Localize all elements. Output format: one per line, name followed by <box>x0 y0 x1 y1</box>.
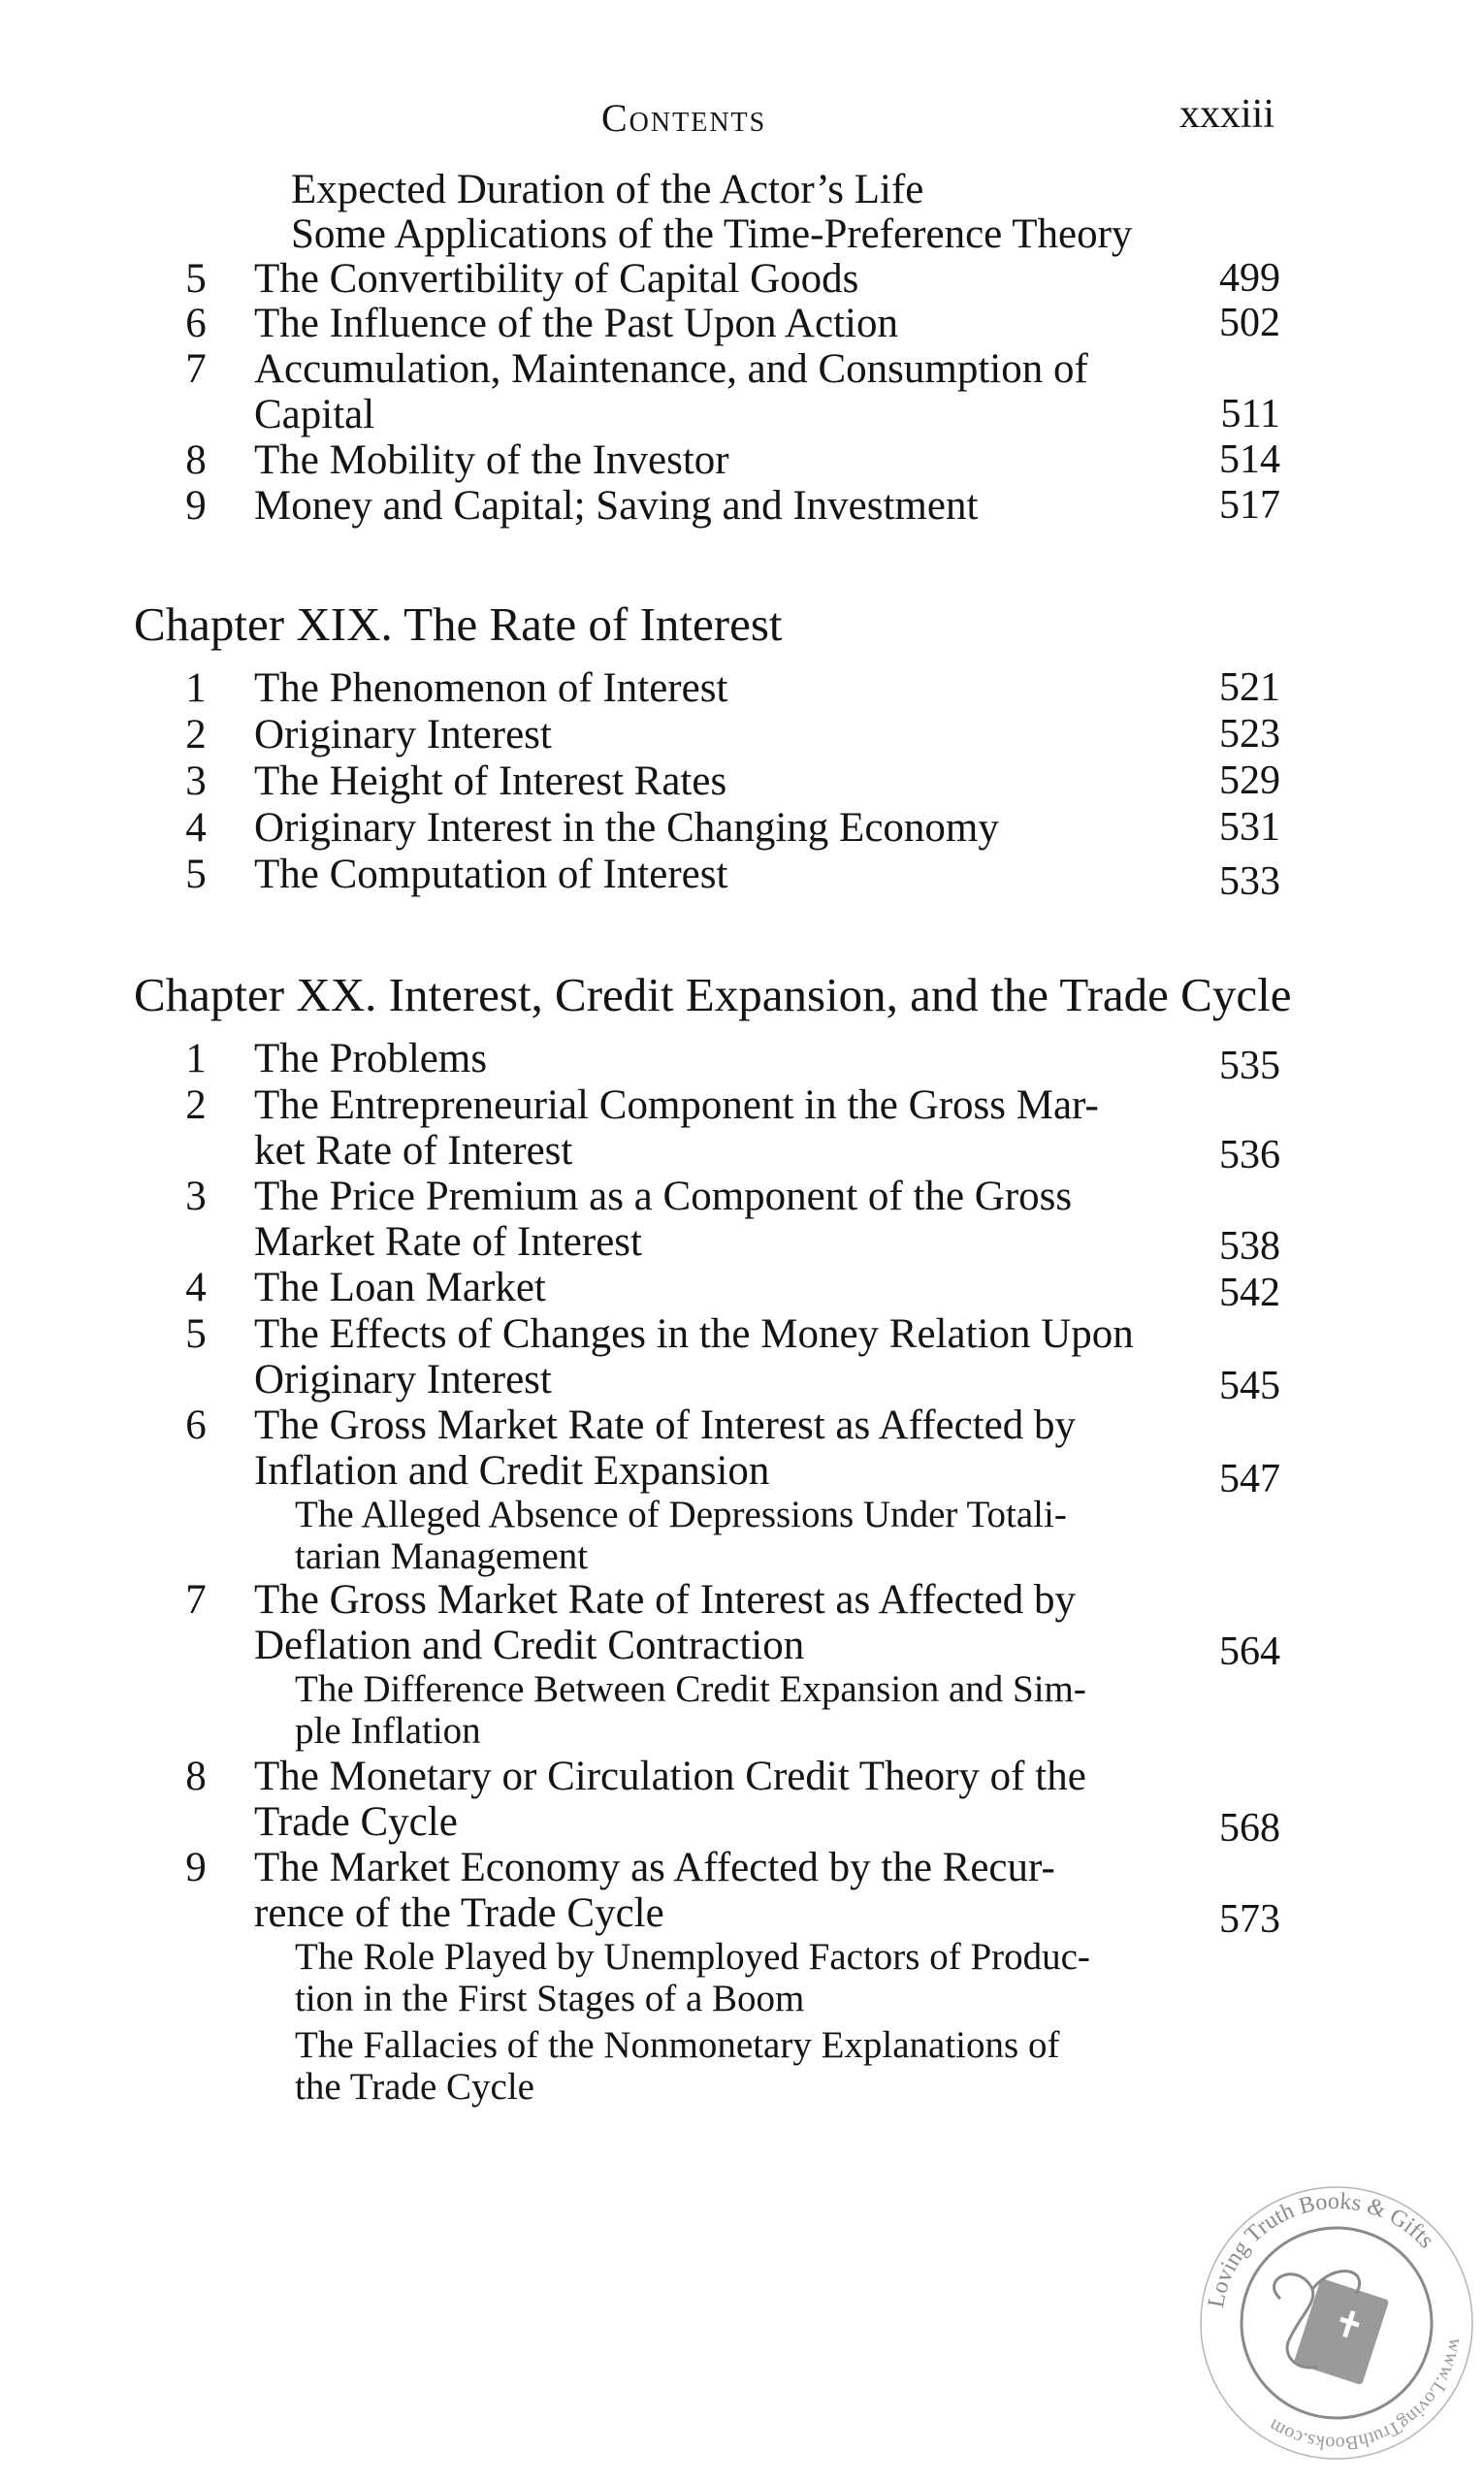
section-title: The Convertibility of Capital Goods <box>254 256 859 302</box>
section-title-cont: Trade Cycle <box>254 1799 458 1845</box>
toc-entry-20-1 <box>0 1036 1484 1088</box>
section-title: The Problems <box>254 1036 488 1081</box>
gift-bible-icon <box>1274 2271 1390 2385</box>
page-number: 514 <box>1219 437 1280 482</box>
toc-subheading: Expected Duration of the Actor’s Life <box>291 167 924 212</box>
toc-entry-19-5 <box>0 852 1484 904</box>
section-title: The Loan Market <box>254 1265 546 1310</box>
toc-subheading-cont: the Trade Cycle <box>295 2066 534 2108</box>
page-number: 568 <box>1219 1806 1280 1851</box>
page-number: 573 <box>1219 1897 1280 1942</box>
page-number: 547 <box>1219 1457 1280 1501</box>
section-title: The Market Economy as Affected by the Recur- <box>254 1845 1055 1890</box>
section-number: 4 <box>185 1265 207 1310</box>
section-number: 7 <box>185 346 207 392</box>
section-title: The Monetary or Circulation Credit Theory of the <box>254 1754 1086 1799</box>
section-title-cont: rence of the Trade Cycle <box>254 1890 664 1936</box>
section-title: The Phenomenon of Interest <box>254 665 728 711</box>
page-folio: xxxiii <box>1179 92 1275 137</box>
section-number: 1 <box>185 1036 207 1081</box>
section-number: 8 <box>185 1754 207 1799</box>
section-number: 6 <box>185 301 207 346</box>
running-head-title: Contents <box>601 96 767 140</box>
page-number: 538 <box>1219 1224 1280 1269</box>
page-number: 545 <box>1219 1364 1280 1408</box>
page-number: 511 <box>1220 392 1280 436</box>
toc-entry-19-3 <box>0 758 1484 804</box>
section-title: The Height of Interest Rates <box>254 758 727 804</box>
section-title-cont: Capital <box>254 392 375 437</box>
section-title: Accumulation, Maintenance, and Consumption of <box>254 346 1088 392</box>
section-number: 3 <box>185 758 207 804</box>
section-number: 5 <box>185 1311 207 1357</box>
chapter-heading-xix: Chapter XIX. The Rate of Interest <box>134 597 783 651</box>
bookseller-stamp-watermark <box>1191 2173 1482 2473</box>
section-number: 4 <box>185 805 207 851</box>
section-title-cont: Inflation and Credit Expansion <box>254 1448 770 1494</box>
toc-entry-8 <box>0 437 1484 483</box>
page-number: 536 <box>1219 1133 1280 1177</box>
toc-subheading: The Role Played by Unemployed Factors of Produc- <box>295 1936 1090 1978</box>
toc-subheading-cont: tion in the First Stages of a Boom <box>295 1978 805 2019</box>
section-title: The Effects of Changes in the Money Relation Upon <box>254 1311 1134 1357</box>
section-title: The Gross Market Rate of Interest as Affected by <box>254 1577 1076 1623</box>
chapter-heading-xx: Chapter XX. Interest, Credit Expansion, and the Trade Cycle <box>134 968 1292 1021</box>
section-title-cont: Market Rate of Interest <box>254 1219 642 1265</box>
section-number: 8 <box>185 437 207 483</box>
section-title: Originary Interest in the Changing Economy <box>254 805 999 851</box>
toc-entry-7 <box>0 346 1484 437</box>
section-title-cont: Originary Interest <box>254 1357 552 1403</box>
toc-entry-9 <box>0 483 1484 529</box>
page-number: 502 <box>1219 301 1280 345</box>
toc-subheading: The Alleged Absence of Depressions Under Totali- <box>295 1494 1067 1535</box>
page-number: 499 <box>1219 256 1280 301</box>
section-number: 5 <box>185 256 207 302</box>
section-number: 6 <box>185 1403 207 1448</box>
section-number: 7 <box>185 1577 207 1623</box>
page-number: 529 <box>1219 758 1280 803</box>
toc-entry-19-4 <box>0 805 1484 851</box>
section-title: The Price Premium as a Component of the Gross <box>254 1174 1073 1219</box>
toc-entry-20-5 <box>0 1311 1484 1408</box>
toc-subheading-cont: ple Inflation <box>295 1710 481 1752</box>
section-title-cont: Deflation and Credit Contraction <box>254 1623 805 1668</box>
page-number: 542 <box>1219 1271 1280 1315</box>
section-title-cont: ket Rate of Interest <box>254 1128 573 1174</box>
toc-entry-19-2 <box>0 712 1484 758</box>
toc-entry-19-1 <box>0 665 1484 711</box>
section-title: The Computation of Interest <box>254 852 728 897</box>
section-title: The Influence of the Past Upon Action <box>254 301 898 346</box>
toc-entry-20-3 <box>0 1174 1484 1269</box>
toc-subheading-cont: tarian Management <box>295 1535 589 1577</box>
toc-subheading: The Fallacies of the Nonmonetary Explanations of <box>295 2024 1060 2066</box>
toc-entry-20-6 <box>0 1403 1484 1501</box>
page-number: 535 <box>1219 1044 1280 1088</box>
section-number: 2 <box>185 712 207 758</box>
stamp-ring-text: Loving Truth Books & Gifts <box>1204 2188 1439 2310</box>
section-number: 2 <box>185 1082 207 1128</box>
toc-entry-20-9 <box>0 1845 1484 1942</box>
section-number: 1 <box>185 665 207 711</box>
section-title: Money and Capital; Saving and Investment <box>254 483 979 529</box>
toc-subheading: The Difference Between Credit Expansion and Sim- <box>295 1668 1086 1710</box>
page-number: 533 <box>1219 859 1280 904</box>
page-number: 523 <box>1219 712 1280 757</box>
section-title: The Entrepreneurial Component in the Gross Mar- <box>254 1082 1099 1128</box>
page-number: 517 <box>1219 483 1280 528</box>
section-title: The Mobility of the Investor <box>254 437 729 483</box>
section-number: 5 <box>185 852 207 897</box>
toc-entry-20-4 <box>0 1265 1484 1315</box>
toc-entry-20-8 <box>0 1754 1484 1851</box>
running-head <box>0 89 1484 147</box>
section-title: The Gross Market Rate of Interest as Affected by <box>254 1403 1076 1448</box>
toc-entry-20-7 <box>0 1577 1484 1674</box>
toc-entry-20-2 <box>0 1082 1484 1177</box>
stamp-url-text: www.LovingTruthBooks.com <box>1265 2336 1467 2455</box>
page-number: 521 <box>1219 665 1280 710</box>
toc-entry-5 <box>0 256 1484 302</box>
toc-entry-6 <box>0 301 1484 346</box>
page-number: 564 <box>1219 1629 1280 1674</box>
section-title: Originary Interest <box>254 712 552 758</box>
section-number: 3 <box>185 1174 207 1219</box>
section-number: 9 <box>185 1845 207 1890</box>
toc-subheading: Some Applications of the Time-Preference Theory <box>291 211 1133 257</box>
section-number: 9 <box>185 483 207 529</box>
page-number: 531 <box>1219 805 1280 850</box>
